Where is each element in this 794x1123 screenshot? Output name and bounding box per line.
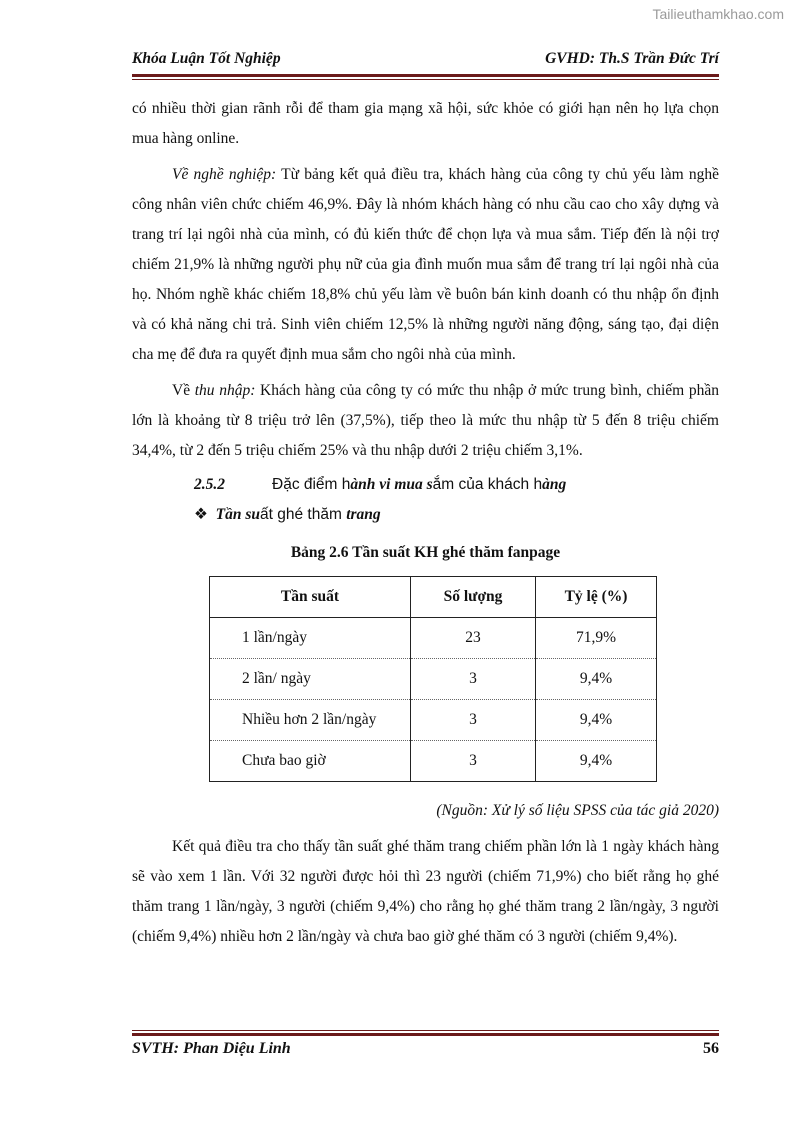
footer-student: SVTH: Phan Diệu Linh [132, 1040, 291, 1057]
table-cell: 3 [411, 659, 536, 700]
header-title: Khóa Luận Tốt Nghiệp [132, 50, 281, 67]
table-source: (Nguồn: Xử lý số liệu SPSS của tác giả 2020) [436, 802, 719, 819]
column-header: Tần suất [210, 577, 411, 618]
table-row [210, 659, 657, 700]
table-cell: 2 lần/ ngày [210, 659, 411, 700]
table-cell: 9,4% [536, 659, 657, 700]
column-header: Số lượng [411, 577, 536, 618]
section-number: 2.5.2 [194, 476, 225, 493]
occupation-label: Về nghề nghiệp: [172, 166, 277, 183]
income-text: Khách hàng của công ty có mức thu nhập ở mức trung bình, chiếm phần lớn là khoảng từ 8 triệu trở lên (37,5%), tiếp theo là mức thu nhập từ 5 đến 8 triệu chiếm 34,4%, từ 2 đến 5 triệu chiếm 25% và thu nhập dưới 2 triệu chiếm 3,1%. [132, 382, 719, 459]
subsection-bullet: ❖ Tần suất ghé thăm trang [194, 506, 381, 523]
table-cell: 3 [411, 741, 536, 782]
table-row [210, 618, 657, 659]
page-body [132, 94, 719, 952]
paragraph-occupation [132, 160, 719, 370]
column-header: Tỷ lệ (%) [536, 577, 657, 618]
frequency-table [209, 576, 657, 782]
table-cell: 9,4% [536, 700, 657, 741]
section-title: Đặc điểm hành vi mua sắm của khách hàng [272, 476, 567, 493]
paragraph-continuation: có nhiều thời gian rãnh rỗi để tham gia mạng xã hội, sức khỏe có giới hạn nên họ lựa chọn mua hàng online. [132, 100, 719, 147]
diamond-bullet-icon: ❖ [194, 506, 208, 523]
table-cell: 1 lần/ngày [210, 618, 411, 659]
page-number: 56 [703, 1040, 719, 1057]
table-row [210, 741, 657, 782]
paragraph-conclusion: Kết quả điều tra cho thấy tần suất ghé thăm trang chiếm phần lớn là 1 ngày khách hàng sẽ vào xem 1 lần. Với 32 người được hỏi thì 23 người (chiếm 71,9%) cho biết rằng họ ghé thăm trang 1 lần/ngày, 3 người (chiếm 9,4%) cho rằng họ ghé thăm trang 2 lần/ngày, 3 người (chiếm 9,4%) nhiều hơn 2 lần/ngày và chưa bao giờ ghé thăm có 3 người (chiếm 9,4%). [132, 838, 719, 945]
table-cell: 71,9% [536, 618, 657, 659]
section-heading [132, 470, 719, 500]
watermark: Tailieuthamkhao.com [652, 6, 784, 22]
footer-rule [132, 1030, 719, 1036]
page-header [132, 50, 719, 72]
income-label: thu nhập: [194, 382, 256, 399]
income-prefix: Về [172, 382, 195, 399]
header-advisor: GVHD: Th.S Trần Đức Trí [545, 50, 719, 67]
table-cell: 9,4% [536, 741, 657, 782]
table-cell: Nhiều hơn 2 lần/ngày [210, 700, 411, 741]
table-caption: Bảng 2.6 Tần suất KH ghé thăm fanpage [290, 544, 561, 561]
table-cell: 23 [411, 618, 536, 659]
table-header-row [210, 577, 657, 618]
table-cell: 3 [411, 700, 536, 741]
table-row [210, 700, 657, 741]
table-cell: Chưa bao giờ [210, 741, 411, 782]
occupation-text: Từ bảng kết quả điều tra, khách hàng của công ty chủ yếu làm nghề công nhân viên chức chiếm 46,9%. Đây là nhóm khách hàng có nhu cầu cao cho xây dựng và trang trí lại ngôi nhà của mình, có đủ kiến thức để chọn lựa và mua sắm. Tiếp đến là nội trợ chiếm 21,9% là những người phụ nữ của gia đình muốn mua sắm để trang trí lại ngôi nhà của họ. Nhóm nghề khác chiếm 18,8% chủ yếu làm về buôn bán kinh doanh có thu nhập ổn định và có khả năng chi trả. Sinh viên chiếm 12,5% là những người năng động, sáng tạo, đại diện cha mẹ để đưa ra quyết định mua sắm cho ngôi nhà của mình. [132, 166, 719, 363]
header-rule [132, 74, 719, 80]
page-footer [132, 1040, 719, 1062]
paragraph-income [132, 376, 719, 466]
